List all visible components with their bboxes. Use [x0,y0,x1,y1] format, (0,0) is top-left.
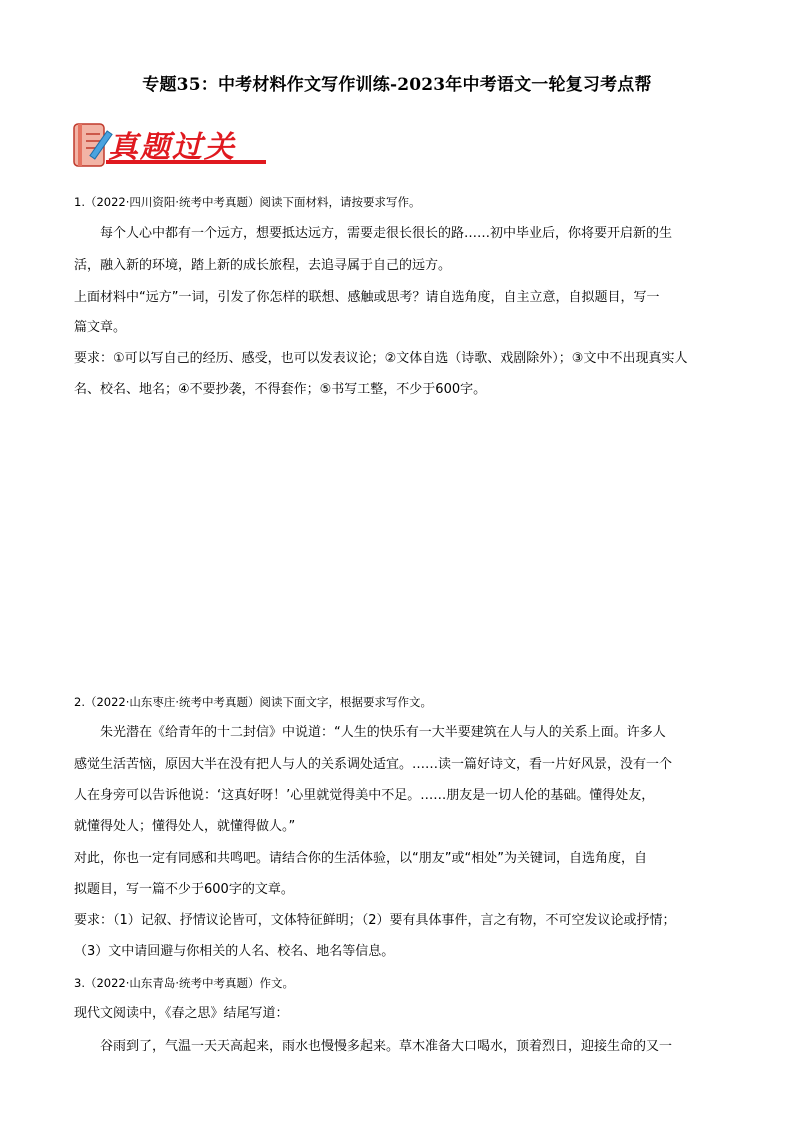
q2-paragraph: 朱光潜在《给青年的十二封信》中说道：“人生的快乐有一大半要建筑在人与人的关系上面。许多人 [100,725,666,740]
notebook-pen-icon [74,124,112,166]
q2-paragraph: 感觉生活苦恼，原因大半在没有把人与人的关系调处适宜。……读一篇好诗文，看一片好风景，没有一个 [74,757,673,772]
question-3-source: 3.（2022·山东青岛·统考中考真题）作文。 [74,976,295,990]
q1-paragraph: 每个人心中都有一个远方，想要抵达远方，需要走很长很长的路……初中毕业后，你将要开启新的生 [100,226,673,241]
q1-paragraph: 活，融入新的环境，踏上新的成长旅程，去追寻属于自己的远方。 [74,258,452,273]
question-2-source: 2.（2022·山东枣庄·统考中考真题）阅读下面文字，根据要求写作文。 [74,695,433,709]
q2-paragraph: 人在身旁可以告诉他说：‘这真好呀！’心里就觉得美中不足。……朋友是一切人伦的基础。懂得处友， [74,788,655,803]
q2-paragraph: 对此，你也一定有同感和共鸣吧。请结合你的生活体验，以“朋友”或“相处”为关键词，自选角度，自 [74,851,647,866]
q2-requirements: 要求：（1）记叙、抒情议论皆可，文体特征鲜明；（2）要有具体事件，言之有物，不可空发议论或抒情； [74,913,676,928]
question-1-source: 1.（2022·四川资阳·统考中考真题）阅读下面材料，请按要求写作。 [74,195,421,209]
banner-label: 真题过关 [108,130,236,165]
q3-paragraph: 现代文阅读中，《春之思》结尾写道： [74,1006,289,1021]
q1-paragraph: 篇文章。 [74,320,127,335]
q1-requirements: 要求：①可以写自己的经历、感受，也可以发表议论；②文体自选（诗歌、戏剧除外）；③文中不出现真实人 [74,351,688,366]
page-title: 专题35：中考材料作文写作训练-2023年中考语文一轮复习考点帮 [142,75,652,95]
q2-requirements: （3）文中请回避与你相关的人名、校名、地名等信息。 [74,944,395,959]
q1-paragraph: 上面材料中“远方”一词，引发了你怎样的联想、感触或思考？请自选角度，自主立意，自拟题目，写一 [74,290,660,305]
q1-requirements: 名、校名、地名；④不要抄袭，不得套作；⑤书写工整，不少于600字。 [74,382,487,397]
q2-paragraph: 拟题目，写一篇不少于600字的文章。 [74,882,294,897]
q2-paragraph: 就懂得处人；懂得处人，就懂得做人。” [74,819,296,834]
q3-paragraph: 谷雨到了，气温一天天高起来，雨水也慢慢多起来。草木准备大口喝水，顶着烈日，迎接生命的又一 [100,1039,673,1054]
